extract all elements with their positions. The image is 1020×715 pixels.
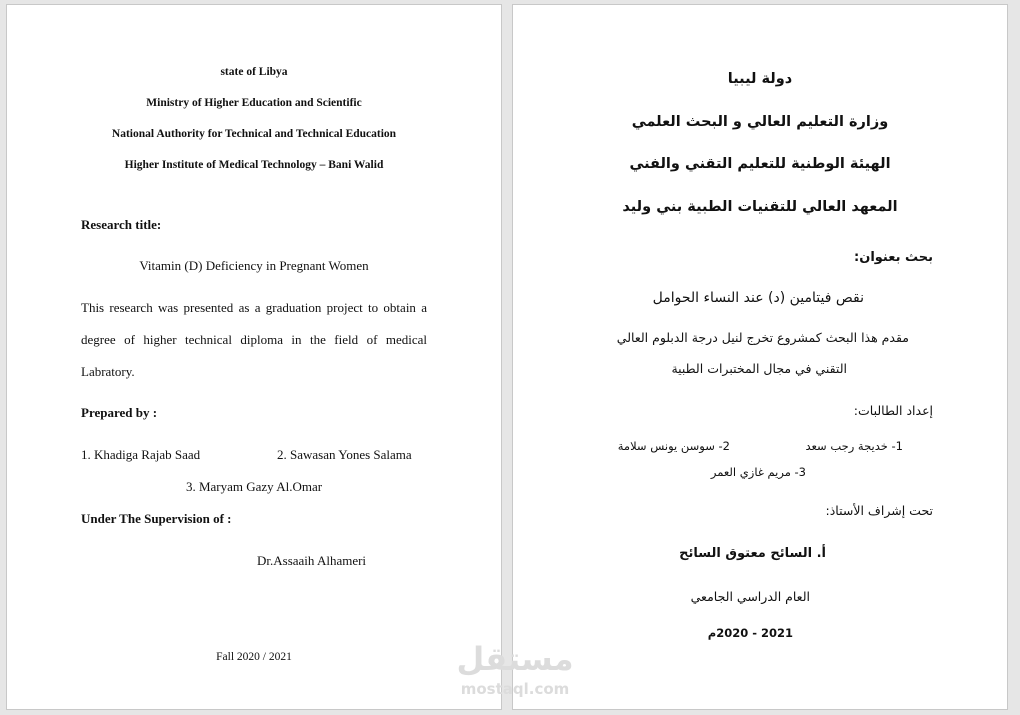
watermark-latin: mostaql.com bbox=[460, 680, 570, 698]
prepared-by-label: Prepared by : bbox=[81, 405, 158, 420]
research-description: This research was presented as a graduation project to obtain a degree of higher technical diploma in the field of medical Labratory. bbox=[81, 300, 427, 379]
ar-student-2: 2- سوسن يونس سلامة bbox=[617, 439, 730, 453]
ar-description-line-1: مقدم هذا البحث كمشروع تخرج لنيل درجة الدبلوم العالي bbox=[616, 330, 909, 345]
ar-research-label: بحث بعنوان: bbox=[854, 250, 933, 265]
ar-student-1: 1- خديجة رجب سعد bbox=[805, 439, 903, 453]
supervision-label: Under The Supervision of : bbox=[81, 511, 232, 526]
author-1: 1. Khadiga Rajab Saad bbox=[81, 447, 201, 462]
research-title-label: Research title: bbox=[81, 217, 162, 232]
author-3: 3. Maryam Gazy Al.Omar bbox=[185, 479, 323, 494]
term: Fall 2020 / 2021 bbox=[216, 651, 292, 663]
ar-supervisor-name: أ. السائح معتوق السائح bbox=[679, 546, 826, 561]
header-ministry: Ministry of Higher Education and Scientific bbox=[146, 97, 362, 109]
ar-research-title: نقص فيتامين (د) عند النساء الحوامل bbox=[652, 290, 864, 306]
research-title: Vitamin (D) Deficiency in Pregnant Women bbox=[139, 258, 369, 273]
ar-term-label: العام الدراسي الجامعي bbox=[690, 589, 810, 604]
header-authority: National Authority for Technical and Technical Education bbox=[111, 128, 397, 140]
ar-header-authority: الهيئة الوطنية للتعليم التقني والفني bbox=[629, 156, 891, 172]
header-institute: Higher Institute of Medical Technology – Bani Walid bbox=[124, 159, 384, 171]
ar-header-state: دولة ليبيا bbox=[727, 71, 793, 87]
supervisor-name: Dr.Assaaih Alhameri bbox=[257, 553, 367, 568]
ar-supervision-label: تحت إشراف الأستاذ: bbox=[825, 503, 933, 518]
ar-student-3: 3- مريم غازي العمر bbox=[710, 465, 806, 479]
watermark-arabic: مستقل bbox=[456, 640, 574, 678]
watermark bbox=[430, 640, 600, 702]
author-2: 2. Sawasan Yones Salama bbox=[277, 447, 412, 462]
arabic-page bbox=[512, 4, 1008, 710]
ar-term: 2021 - 2020م bbox=[707, 626, 793, 640]
ar-prepared-label: إعداد الطالبات: bbox=[853, 403, 933, 418]
ar-header-ministry: وزارة التعليم العالي و البحث العلمي bbox=[631, 114, 889, 130]
ar-header-institute: المعهد العالي للتقنيات الطبية بني وليد bbox=[622, 199, 898, 215]
header-state: state of Libya bbox=[220, 66, 288, 78]
english-page bbox=[6, 4, 502, 710]
ar-description-line-2: التقني في مجال المختبرات الطبية bbox=[671, 361, 847, 376]
